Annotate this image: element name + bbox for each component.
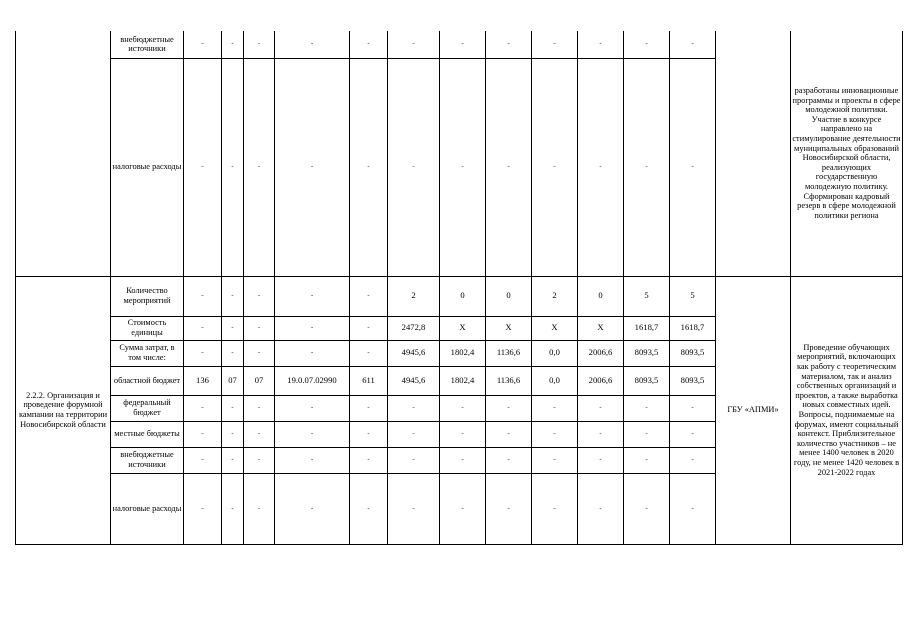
value-cell: 0 [578, 276, 624, 316]
value-cell: 136 [184, 366, 222, 395]
value-cell: 611 [350, 366, 388, 395]
empty-cell: - [388, 421, 440, 447]
empty-cell: - [350, 447, 388, 473]
empty-cell: - [244, 340, 275, 366]
value-cell: 2006,6 [578, 366, 624, 395]
empty-cell: - [440, 421, 486, 447]
empty-cell: - [184, 31, 222, 58]
empty-cell: - [244, 58, 275, 276]
value-cell: 1618,7 [670, 316, 716, 340]
result-cell: разработаны инновационные программы и проекты в сфере молодежной политики. Участие в конкурсе направлено на стимулирование деятельности муниципальных образований Новосибирской области, реализующих государственную молодежную политику. Сформирован кадровый резерв в сфере молодежной политики региона [791, 31, 903, 276]
empty-cell: - [578, 473, 624, 544]
row-label: внебюджетные источники [111, 31, 184, 58]
value-cell: 19.0.07.02990 [275, 366, 350, 395]
value-cell: X [486, 316, 532, 340]
empty-cell: - [350, 340, 388, 366]
row-label: внебюджетные источники [111, 447, 184, 473]
value-cell: 5 [624, 276, 670, 316]
empty-cell: - [350, 395, 388, 421]
empty-cell: - [486, 395, 532, 421]
empty-cell: - [184, 473, 222, 544]
empty-cell: - [275, 276, 350, 316]
executor-cell: ГБУ «АПМИ» [716, 276, 791, 544]
empty-cell: - [350, 316, 388, 340]
value-cell: X [532, 316, 578, 340]
empty-cell: - [670, 447, 716, 473]
empty-cell: - [275, 316, 350, 340]
empty-cell: - [350, 421, 388, 447]
value-cell: 1618,7 [624, 316, 670, 340]
empty-cell: - [578, 447, 624, 473]
empty-cell: - [275, 340, 350, 366]
empty-cell: - [222, 473, 244, 544]
empty-cell: - [440, 473, 486, 544]
empty-cell: - [184, 340, 222, 366]
empty-cell: - [578, 58, 624, 276]
result-cell: Проведение обучающих мероприятий, включающих как работу с теоретическим материалом, так и анализ собственных организаций и проектов, а также выработка новых совместных идей. Вопросы, поднимаемые на форумах, имеют социальный контекст. Приблизительное количество участников – не менее 1400 человек в 2020 году, не менее 1420 человек в 2021-2022 годах [791, 276, 903, 544]
value-cell: 2472,8 [388, 316, 440, 340]
value-cell: 0 [440, 276, 486, 316]
empty-cell: - [624, 447, 670, 473]
budget-table-page [15, 31, 902, 544]
empty-cell: - [486, 58, 532, 276]
value-cell: 0,0 [532, 366, 578, 395]
value-cell: 1136,6 [486, 366, 532, 395]
value-cell: 1136,6 [486, 340, 532, 366]
empty-cell: - [670, 473, 716, 544]
empty-cell: - [184, 276, 222, 316]
empty-cell: - [388, 58, 440, 276]
empty-cell: - [275, 31, 350, 58]
empty-cell: - [222, 31, 244, 58]
row-label: налоговые расходы [111, 473, 184, 544]
empty-cell: - [486, 473, 532, 544]
empty-cell: - [578, 395, 624, 421]
empty-cell: - [624, 31, 670, 58]
table-row [16, 31, 903, 58]
empty-cell: - [624, 58, 670, 276]
empty-cell: - [184, 316, 222, 340]
empty-cell: - [388, 447, 440, 473]
value-cell: 2 [388, 276, 440, 316]
empty-cell: - [670, 395, 716, 421]
empty-cell: - [578, 421, 624, 447]
value-cell: 2006,6 [578, 340, 624, 366]
value-cell: X [440, 316, 486, 340]
event-name-cell: 2.2.2. Организация и проведение форумной кампании на территории Новосибирской области [16, 276, 111, 544]
empty-cell: - [440, 447, 486, 473]
value-cell: X [578, 316, 624, 340]
row-label: налоговые расходы [111, 58, 184, 276]
value-cell: 1802,4 [440, 366, 486, 395]
empty-cell: - [388, 473, 440, 544]
empty-cell: - [350, 31, 388, 58]
empty-cell: - [244, 316, 275, 340]
empty-cell: - [184, 395, 222, 421]
row-label: Количество мероприятий [111, 276, 184, 316]
row-label: Стоимость единицы [111, 316, 184, 340]
empty-cell: - [244, 421, 275, 447]
empty-cell: - [532, 473, 578, 544]
empty-cell: - [624, 473, 670, 544]
empty-cell: - [275, 58, 350, 276]
empty-cell: - [184, 58, 222, 276]
empty-cell: - [670, 31, 716, 58]
event-cell [16, 31, 111, 276]
empty-cell: - [532, 421, 578, 447]
empty-cell: - [532, 58, 578, 276]
empty-cell: - [486, 447, 532, 473]
empty-cell: - [440, 58, 486, 276]
budget-table [15, 31, 903, 545]
value-cell: 07 [222, 366, 244, 395]
value-cell: 1802,4 [440, 340, 486, 366]
empty-cell: - [624, 395, 670, 421]
empty-cell: - [350, 276, 388, 316]
table-row [16, 276, 903, 316]
empty-cell: - [670, 58, 716, 276]
empty-cell: - [350, 58, 388, 276]
empty-cell: - [624, 421, 670, 447]
value-cell: 2 [532, 276, 578, 316]
executor-cell [716, 31, 791, 276]
empty-cell: - [244, 276, 275, 316]
empty-cell: - [670, 421, 716, 447]
value-cell: 8093,5 [624, 340, 670, 366]
empty-cell: - [350, 473, 388, 544]
empty-cell: - [275, 395, 350, 421]
empty-cell: - [440, 395, 486, 421]
value-cell: 5 [670, 276, 716, 316]
empty-cell: - [222, 316, 244, 340]
empty-cell: - [222, 340, 244, 366]
empty-cell: - [275, 473, 350, 544]
value-cell: 8093,5 [670, 340, 716, 366]
empty-cell: - [244, 31, 275, 58]
value-cell: 0,0 [532, 340, 578, 366]
row-label: федеральный бюджет [111, 395, 184, 421]
empty-cell: - [532, 31, 578, 58]
empty-cell: - [388, 395, 440, 421]
empty-cell: - [222, 276, 244, 316]
empty-cell: - [244, 447, 275, 473]
value-cell: 4945,6 [388, 340, 440, 366]
empty-cell: - [532, 395, 578, 421]
empty-cell: - [184, 421, 222, 447]
empty-cell: - [532, 447, 578, 473]
empty-cell: - [244, 395, 275, 421]
empty-cell: - [578, 31, 624, 58]
value-cell: 0 [486, 276, 532, 316]
empty-cell: - [244, 473, 275, 544]
empty-cell: - [222, 58, 244, 276]
value-cell: 8093,5 [624, 366, 670, 395]
empty-cell: - [388, 31, 440, 58]
empty-cell: - [222, 421, 244, 447]
row-label: областной бюджет [111, 366, 184, 395]
empty-cell: - [440, 31, 486, 58]
empty-cell: - [486, 421, 532, 447]
empty-cell: - [222, 395, 244, 421]
empty-cell: - [184, 447, 222, 473]
empty-cell: - [275, 447, 350, 473]
empty-cell: - [222, 447, 244, 473]
row-label: местные бюджеты [111, 421, 184, 447]
value-cell: 4945,6 [388, 366, 440, 395]
row-label: Сумма затрат, в том числе: [111, 340, 184, 366]
empty-cell: - [275, 421, 350, 447]
empty-cell: - [486, 31, 532, 58]
value-cell: 8093,5 [670, 366, 716, 395]
value-cell: 07 [244, 366, 275, 395]
